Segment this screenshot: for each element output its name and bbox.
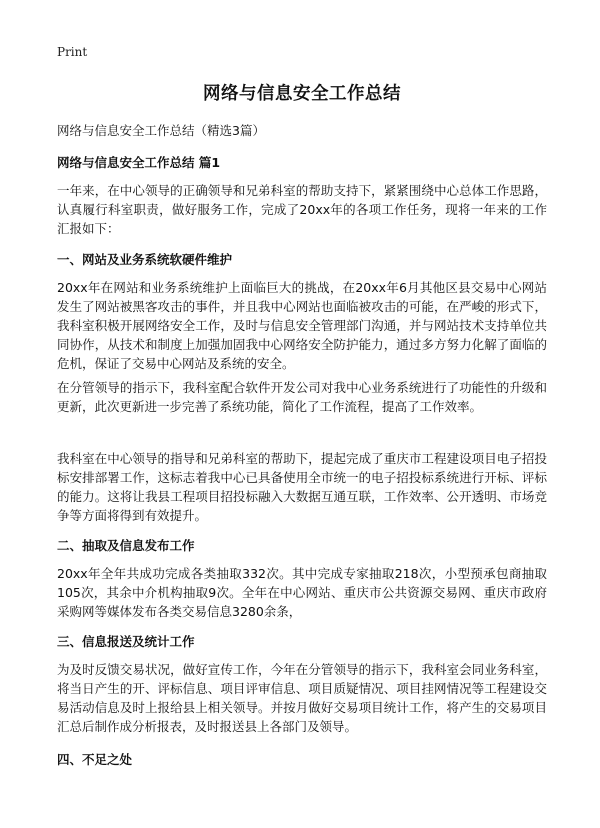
intro-paragraph: 一年来，在中心领导的正确领导和兄弟科室的帮助支持下，紧紧围绕中心总体工作思路，认真履行科室职责，做好服务工作，完成了20xx年的各项工作任务，现将一年来的工作汇报如下： — [57, 183, 547, 236]
section-1-paragraph-2: 在分管领导的指示下，我科室配合软件开发公司对我中心业务系统进行了功能性的升级和更新，此次更新进一步完善了系统功能，简化了工作流程，提高了工作效率。 — [57, 380, 547, 414]
section-heading-1: 一、网站及业务系统软硬件维护 — [57, 252, 233, 267]
page-title: 网络与信息安全工作总结 — [203, 84, 401, 104]
section-heading-2: 二、抽取及信息发布工作 — [57, 538, 195, 553]
print-link[interactable]: Print — [57, 45, 88, 59]
section-2-paragraph-1: 20xx年全年共成功完成各类抽取332次。其中完成专家抽取218次，小型预承包商抽取105次，其余中介机构抽取9次。全年在中心网站、重庆市公共资源交易网、重庆市政府采购网等媒体发布各类交易信息3280余条， — [57, 566, 547, 619]
section-3-paragraph-1: 为及时反馈交易状况，做好宣传工作，今年在分管领导的指示下，我科室会同业务科室，将当日产生的开、评标信息、项目评审信息、项目质疑情况、项目挂网情况等工程建设交易活动信息及时上报给县上相关领导。并按月做好交易项目统计工作，将产生的交易项目汇总后制作成分析报表，及时报送县上各部门及领导。 — [57, 662, 547, 734]
section-1-paragraph-3: 我科室在中心领导的指导和兄弟科室的帮助下，提起完成了重庆市工程建设项目电子招投标安排部署工作，这标志着我中心已具备使用全市统一的电子招投标系统进行开标、评标的能力。这将让我县工程项目招投标融入大数据互通互联，工作效率、公开透明、市场竞争等方面将得到有效提升。 — [57, 451, 547, 523]
document-subtitle: 网络与信息安全工作总结（精选3篇） — [57, 123, 265, 138]
section-heading-4: 四、不足之处 — [57, 752, 133, 767]
section-heading-3: 三、信息报送及统计工作 — [57, 634, 195, 649]
section-1-paragraph-1: 20xx年在网站和业务系统维护上面临巨大的挑战，在20xx年6月其他区县交易中心网站发生了网站被黑客攻击的事件，并且我中心网站也面临被攻击的可能，在严峻的形式下，我科室积极开展网络安全工作，及时与信息安全管理部门沟通，并与网站技术支持单位共同协作，从技术和制度上加强加固我中心网络安全防护能力，通过多方努力化解了面临的危机，保证了交易中心网站及系统的安全。 — [57, 280, 547, 371]
part-heading: 网络与信息安全工作总结 篇1 — [57, 155, 221, 170]
